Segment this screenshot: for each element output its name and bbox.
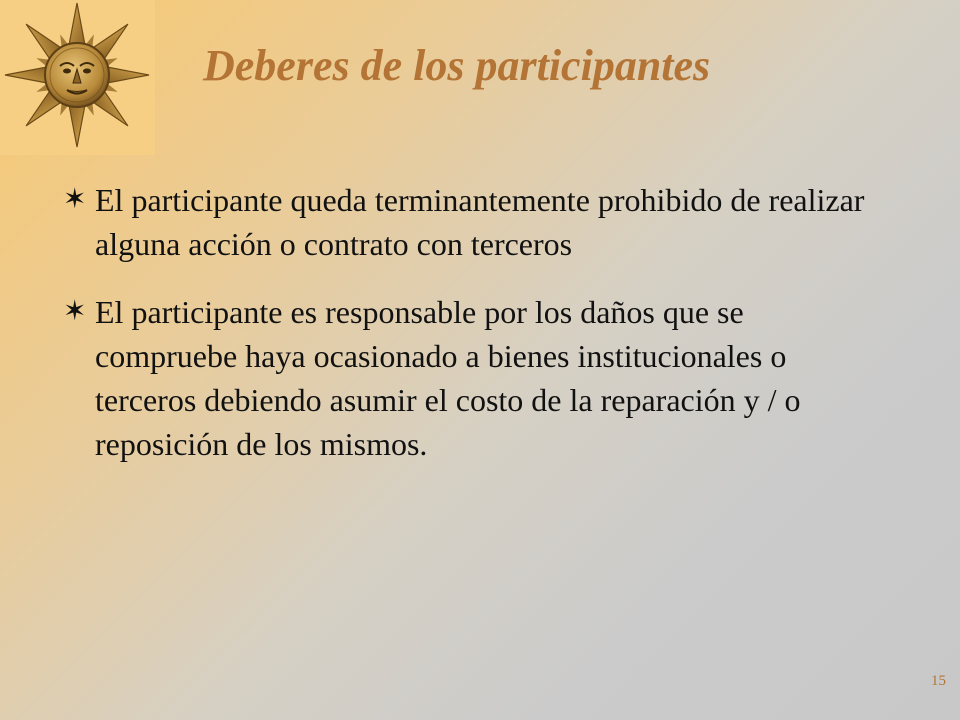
star-bullet-icon: ✶ xyxy=(63,296,87,327)
bullet-text: El participante es responsable por los daños que se compruebe haya ocasionado a bienes institucionales o terceros debiendo asumir el costo de la reparación y / o reposición de los mismos. xyxy=(95,294,801,462)
bullet-item xyxy=(63,290,883,466)
bullet-item xyxy=(63,178,883,266)
bullet-text: El participante queda terminantemente prohibido de realizar alguna acción o contrato con terceros xyxy=(95,182,865,262)
slide-number: 15 xyxy=(931,673,946,689)
sun-face-icon xyxy=(0,0,155,155)
bullet-list xyxy=(63,178,883,490)
slide-title: Deberes de los participantes xyxy=(203,41,711,90)
sun-logo xyxy=(0,0,155,155)
star-bullet-icon: ✶ xyxy=(63,184,87,215)
